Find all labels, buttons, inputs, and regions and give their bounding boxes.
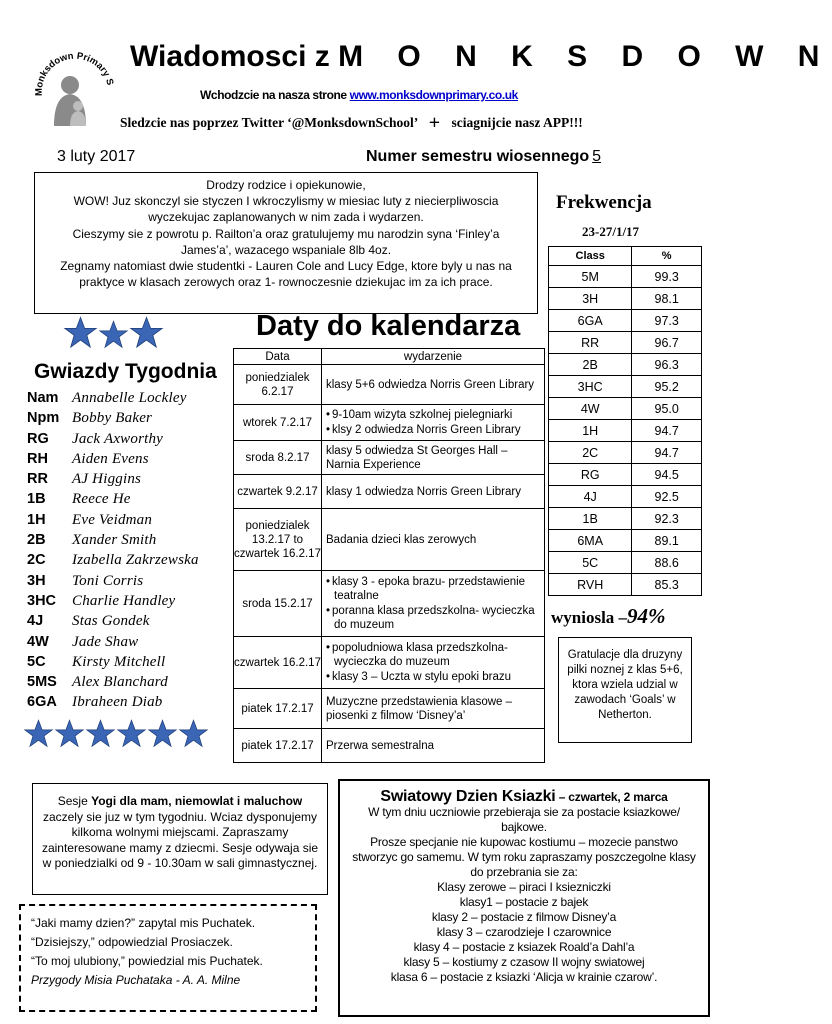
- event-description: klasy 5+6 odwiedza Norris Green Library: [322, 365, 545, 405]
- event-description: klasy 1 odwiedza Norris Green Library: [322, 475, 545, 509]
- attendance-overall: [551, 604, 666, 629]
- list-item: [27, 692, 199, 712]
- table-row: [234, 571, 545, 637]
- website-link[interactable]: www.monksdownprimary.co.uk: [349, 88, 518, 102]
- title-prefix: Wiadomosci z: [130, 40, 330, 73]
- attendance-class: 3HC: [549, 376, 632, 398]
- star-icon: [130, 316, 163, 349]
- attendance-class: 5M: [549, 266, 632, 288]
- star-name: Jack Axworthy: [72, 430, 164, 447]
- list-item: [27, 429, 199, 449]
- term-number: [366, 148, 601, 166]
- column-header: %: [632, 247, 702, 266]
- attendance-class: RVH: [549, 574, 632, 596]
- column-header: wydarzenie: [322, 349, 545, 365]
- event-date: czwartek 16.2.17: [234, 637, 322, 689]
- table-row: [234, 729, 545, 763]
- issue-date: 3 luty 2017: [57, 148, 136, 165]
- table-row: [549, 332, 702, 354]
- star-class: 5C: [27, 653, 46, 670]
- table-row: [549, 354, 702, 376]
- event-date: sroda 15.2.17: [234, 571, 322, 637]
- stars-of-week-title: Gwiazdy Tygodnia: [34, 360, 217, 383]
- event-description: klasy 5 odwiedza St Georges Hall – Narnia Experience: [322, 441, 545, 475]
- star-class: Npm: [27, 410, 60, 427]
- calendar-table: [233, 348, 545, 763]
- quote-line: “Dzisiejszy,” odpowiedzial Prosiaczek.: [31, 935, 233, 949]
- star-name: Jade Shaw: [72, 633, 139, 650]
- event-description: Muzyczne przedstawienia klasowe – piosenki z filmow ‘Disney’a’: [322, 689, 545, 729]
- book-day-line: klasy 5 – kostiumy z czasow II wojny swiatowej: [403, 955, 645, 969]
- stars-decoration-top: [64, 316, 163, 349]
- attendance-pct: 98.1: [632, 288, 702, 310]
- table-row: [549, 530, 702, 552]
- quote-box: [19, 904, 317, 1012]
- book-day-line: klasy 3 – czarodzieje I czarownice: [436, 925, 612, 939]
- list-item: [27, 449, 199, 469]
- event-date: sroda 8.2.17: [234, 441, 322, 475]
- intro-paragraph: WOW! Juz skonczyl sie styczen I wkroczylismy w miesiac luty z niecierpliwoscia wyczekujac zaplanowanych w nim zada i wydarzen.: [73, 194, 499, 225]
- star-name: AJ Higgins: [72, 471, 142, 488]
- attendance-pct: 99.3: [632, 266, 702, 288]
- column-header: Data: [234, 349, 322, 365]
- book-day-line: klasy1 – postacie z bajek: [459, 895, 589, 909]
- yoga-text-pre: Sesje: [57, 794, 92, 808]
- event-bullet: • klasy 3 - epoka brazu- przedstawienie teatralne: [326, 575, 541, 603]
- attendance-pct: 85.3: [632, 574, 702, 596]
- star-icon: [148, 719, 177, 748]
- list-item: [27, 510, 199, 530]
- attendance-class: RG: [549, 464, 632, 486]
- world-book-day-box: [338, 779, 710, 1017]
- table-row: [234, 509, 545, 571]
- book-day-line: W tym dniu uczniowie przebieraja sie za postacie ksiazkowe/ bajkowe.: [368, 805, 680, 834]
- table-row: [549, 266, 702, 288]
- table-header-row: [549, 247, 702, 266]
- overall-value: 94%: [627, 604, 666, 628]
- yoga-text-post: zaczely sie juz w tym tygodniu. Wciaz dysponujemy kilkoma wolnymi miejscami. Zapraszamy zainteresowane mamy z dziecmi. Sesje odywaja sie w poniedzialki od 9 - 10.30am w sali gimnastycznej.: [41, 809, 319, 870]
- list-item: [27, 530, 199, 550]
- event-bullet: • popoludniowa klasa przedszkolna- wycieczka do muzeum: [326, 641, 541, 669]
- attendance-pct: 92.5: [632, 486, 702, 508]
- list-item: [27, 591, 199, 611]
- book-day-title: [346, 789, 702, 805]
- twitter-line: [120, 112, 640, 135]
- event-date: piatek 17.2.17: [234, 729, 322, 763]
- table-row: [549, 574, 702, 596]
- star-class: 3HC: [27, 592, 57, 609]
- attendance-pct: 94.7: [632, 442, 702, 464]
- attendance-class: 5C: [549, 552, 632, 574]
- event-date: poniedzialek 6.2.17: [234, 365, 322, 405]
- star-name: Ibraheen Diab: [72, 694, 163, 711]
- attendance-pct: 88.6: [632, 552, 702, 574]
- quote-line: “To moj ulubiony,” powiedzial mis Puchatek.: [31, 954, 263, 968]
- table-row: [549, 310, 702, 332]
- attendance-pct: 94.7: [632, 420, 702, 442]
- list-item: [27, 571, 199, 591]
- star-name: Aiden Evens: [72, 450, 149, 467]
- star-name: Reece He: [72, 491, 131, 508]
- event-description: Przerwa semestralna: [322, 729, 545, 763]
- event-bullet: • klsy 2 odwiedza Norris Green Library: [326, 423, 541, 437]
- table-row: [549, 486, 702, 508]
- star-name: Kirsty Mitchell: [72, 653, 166, 670]
- column-header: Class: [549, 247, 632, 266]
- attendance-pct: 95.2: [632, 376, 702, 398]
- event-date: piatek 17.2.17: [234, 689, 322, 729]
- attendance-pct: 96.3: [632, 354, 702, 376]
- book-day-line: klasa 6 – postacie z ksiazki ‘Alicja w krainie czarow’.: [390, 970, 658, 984]
- attendance-date-range: 23-27/1/17: [582, 224, 640, 239]
- attendance-class: 1H: [549, 420, 632, 442]
- book-day-heading: Swiatowy Dzien Ksiazki: [380, 788, 556, 805]
- stars-of-week-list: [27, 388, 199, 713]
- list-item: [27, 489, 199, 509]
- attendance-pct: 97.3: [632, 310, 702, 332]
- website-line: [200, 88, 518, 102]
- plus-sign: +: [428, 112, 441, 134]
- book-day-line: klasy 4 – postacie z ksiazek Roald’a Dahl’a: [413, 940, 635, 954]
- website-prefix: Wchodzcie na nasza strone: [200, 88, 347, 102]
- attendance-class: 4W: [549, 398, 632, 420]
- twitter-text: Sledzcie nas poprzez Twitter ‘@MonksdownSchool’: [120, 115, 418, 130]
- newsletter-title: [130, 40, 832, 74]
- table-row: [549, 508, 702, 530]
- book-day-line: Klasy zerowe – piraci I ksiezniczki: [437, 880, 611, 894]
- star-name: Xander Smith: [72, 532, 157, 549]
- table-row: [234, 689, 545, 729]
- list-item: [27, 611, 199, 631]
- table-row: [234, 365, 545, 405]
- stars-decoration-bottom: [24, 719, 208, 748]
- star-name: Stas Gondek: [72, 613, 150, 630]
- event-description: [322, 637, 545, 689]
- quote-line: “Jaki mamy dzien?” zapytal mis Puchatek.: [31, 916, 256, 930]
- star-name: Alex Blanchard: [72, 674, 168, 691]
- table-row: [549, 464, 702, 486]
- football-congrats-box: Gratulacje dla druzyny pilki noznej z klas 5+6, ktora wziela udzial w zawodach ‘Goals’ w Netherton.: [558, 637, 692, 743]
- attendance-pct: 95.0: [632, 398, 702, 420]
- star-class: 2B: [27, 532, 46, 549]
- event-bullet: • 9-10am wizyta szkolnej pielegniarki: [326, 408, 541, 422]
- list-item: [27, 469, 199, 489]
- quote-author: Przygody Misia Puchataka - A. A. Milne: [31, 973, 241, 987]
- star-class: 4J: [27, 613, 44, 630]
- attendance-class: RR: [549, 332, 632, 354]
- star-icon: [117, 719, 146, 748]
- table-row: [234, 405, 545, 441]
- calendar-title: Daty do kalendarza: [256, 310, 521, 342]
- book-day-date: – czwartek, 2 marca: [555, 790, 668, 804]
- star-name: Toni Corris: [72, 572, 144, 589]
- list-item: [27, 408, 199, 428]
- event-bullet: • klasy 3 – Uczta w stylu epoki brazu: [326, 670, 541, 684]
- star-name: Izabella Zakrzewska: [72, 552, 199, 569]
- list-item: [27, 550, 199, 570]
- attendance-table: [548, 246, 702, 596]
- star-class: RG: [27, 430, 49, 447]
- overall-label: wyniosla –: [551, 608, 628, 627]
- list-item: [27, 632, 199, 652]
- star-name: Bobby Baker: [72, 410, 153, 427]
- event-date: wtorek 7.2.17: [234, 405, 322, 441]
- star-class: 3H: [27, 572, 46, 589]
- attendance-class: 2B: [549, 354, 632, 376]
- star-icon: [24, 719, 53, 748]
- term-label: Numer semestru wiosennego: [366, 148, 590, 165]
- attendance-pct: 96.7: [632, 332, 702, 354]
- star-name: Annabelle Lockley: [72, 390, 187, 406]
- yoga-sessions-box: [32, 783, 328, 895]
- table-row: [549, 552, 702, 574]
- attendance-title: Frekwencja: [556, 192, 652, 213]
- table-row: [549, 376, 702, 398]
- intro-greeting: Drodzy rodzice i opiekunowie,: [206, 178, 366, 192]
- event-bullet: • poranna klasa przedszkolna- wycieczka do muzeum: [326, 604, 541, 632]
- attendance-class: 2C: [549, 442, 632, 464]
- term-number-value: 5: [592, 148, 602, 165]
- star-icon: [99, 320, 128, 349]
- event-description: Badania dzieci klas zerowych: [322, 509, 545, 571]
- attendance-pct: 92.3: [632, 508, 702, 530]
- list-item: [27, 652, 199, 672]
- logo-text: Monksdown Primary S: [33, 50, 116, 97]
- star-class: 1B: [27, 491, 46, 508]
- star-class: 4W: [27, 633, 49, 650]
- book-day-line: Prosze specjanie nie kupowac kostiumu – mozecie panstwo stworzyc go samemu. W tym roku zapraszamy poszczegolne klasy do przebrania sie za:: [352, 835, 696, 879]
- table-row: [549, 398, 702, 420]
- event-date: poniedzialek 13.2.17 to czwartek 16.2.17: [234, 509, 322, 571]
- app-text: sciagnijcie nasz APP!!!: [451, 115, 583, 130]
- title-school-name: M O N K S D O W N: [338, 40, 832, 73]
- school-logo: [28, 38, 118, 128]
- list-item: [27, 388, 199, 408]
- intro-paragraph: Cieszymy sie z powrotu p. Railton’a oraz gratulujemy mu narodzin syna ‘Finley’a James’a’, wazacego wspaniale 8lb 4oz.: [72, 226, 500, 257]
- star-icon: [64, 316, 97, 349]
- table-row: [234, 475, 545, 509]
- table-header-row: [234, 349, 545, 365]
- star-icon: [86, 719, 115, 748]
- attendance-class: 3H: [549, 288, 632, 310]
- star-name: Charlie Handley: [72, 592, 176, 609]
- star-class: RR: [27, 471, 48, 488]
- intro-box: [34, 172, 538, 314]
- attendance-class: 6GA: [549, 310, 632, 332]
- star-class: Nam: [27, 390, 59, 406]
- star-name: Eve Veidman: [72, 511, 153, 528]
- star-class: 6GA: [27, 694, 57, 711]
- attendance-pct: 94.5: [632, 464, 702, 486]
- attendance-class: 4J: [549, 486, 632, 508]
- table-row: [549, 442, 702, 464]
- table-row: [549, 420, 702, 442]
- list-item: [27, 672, 199, 692]
- star-class: 2C: [27, 552, 46, 569]
- star-icon: [55, 719, 84, 748]
- star-class: RH: [27, 450, 48, 467]
- event-description: [322, 571, 545, 637]
- attendance-class: 1B: [549, 508, 632, 530]
- event-date: czwartek 9.2.17: [234, 475, 322, 509]
- book-day-line: klasy 2 – postacie z filmow Disney’a: [431, 910, 617, 924]
- table-row: [549, 288, 702, 310]
- attendance-pct: 89.1: [632, 530, 702, 552]
- star-icon: [179, 719, 208, 748]
- attendance-class: 6MA: [549, 530, 632, 552]
- star-class: 1H: [27, 511, 46, 528]
- intro-paragraph: Zegnamy natomiast dwie studentki - Lauren Cole and Lucy Edge, ktore byly u nas na praktyce w klasach zerowych oraz 1- rownoczesnie dziekujac im za ich prace.: [60, 259, 512, 290]
- table-row: [234, 637, 545, 689]
- star-class: 5MS: [27, 674, 57, 691]
- table-row: [234, 441, 545, 475]
- yoga-highlight: Yogi dla mam, niemowlat i maluchow: [91, 794, 303, 808]
- event-description: [322, 405, 545, 441]
